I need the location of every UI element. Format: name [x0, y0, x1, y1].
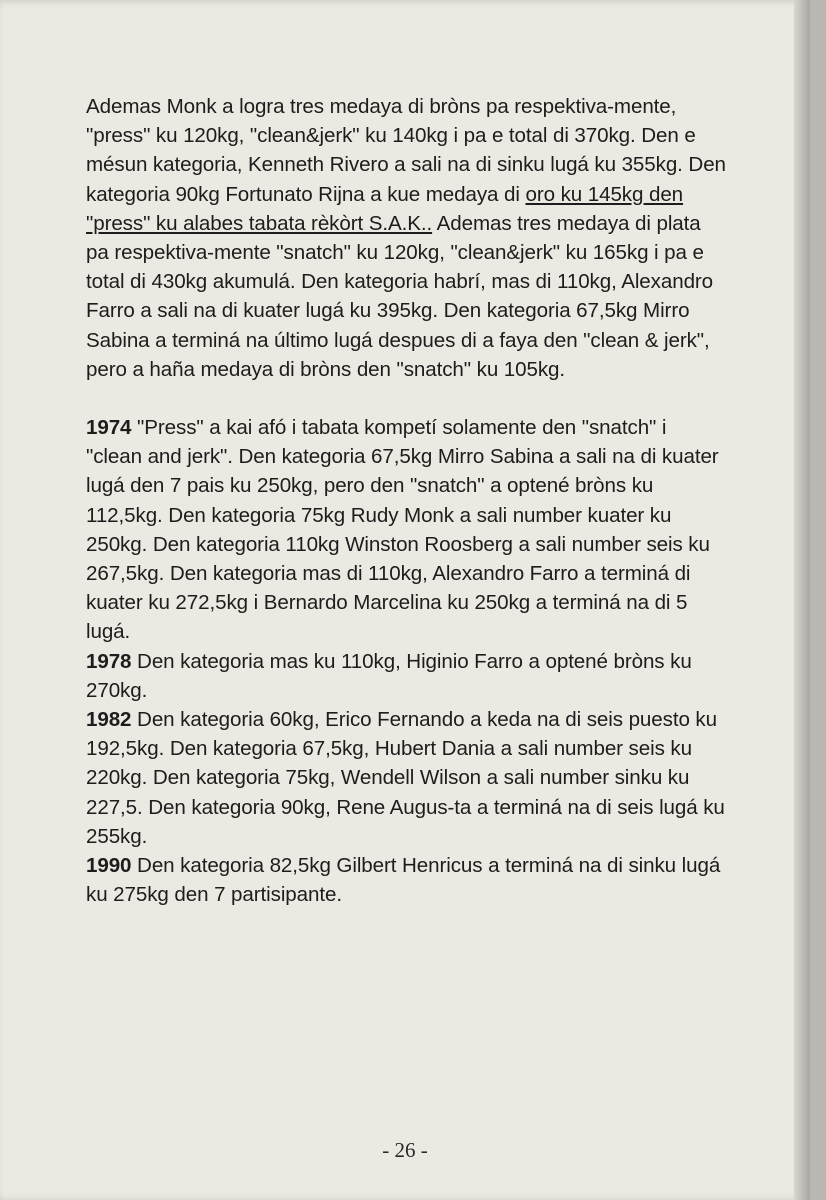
paragraph-intro [86, 92, 726, 384]
entry-1982 [86, 705, 726, 851]
paragraph-intro-part1: Ademas Monk a logra tres medaya di bròns pa respektiva-mente, "press" ku 120kg, "clean&jerk" ku 140kg i pa e total di 370kg. Den e mésun kategoria, Kenneth Rivero a sali na di sinku lugá ku 355kg. Den kategoria 90kg Fortunato Rijna a kue medaya di [86, 95, 726, 206]
entry-year: 1974 [86, 416, 132, 440]
entry-1974 [86, 413, 726, 647]
entry-year: 1978 [86, 649, 132, 673]
page-edge [794, 0, 810, 1200]
body-text [86, 92, 726, 909]
entry-text: "Press" a kai afó i tabata kompetí solamente den "snatch" i "clean and jerk". Den kategoria 67,5kg Mirro Sabina a sali na di kuater lugá den 7 pais ku 250kg, pero den "snatch" a optené bròns ku 112,5kg. Den kategoria 75kg Rudy Monk a sali number kuater ku 250kg. Den kategoria 110kg Winston Roosberg a sali number seis ku 267,5kg. Den kategoria mas di 110kg, Alexandro Farro a terminá di kuater ku 272,5kg i Bernardo Marcelina ku 250kg a terminá na di 5 lugá. [86, 416, 719, 644]
entry-year: 1982 [86, 708, 132, 732]
entry-text: Den kategoria 82,5kg Gilbert Henricus a terminá na di sinku lugá ku 275kg den 7 partisipante. [86, 854, 721, 907]
entry-text: Den kategoria 60kg, Erico Fernando a keda na di seis puesto ku 192,5kg. Den kategoria 67,5kg, Hubert Dania a sali number seis ku 220kg. Den kategoria 75kg, Wendell Wilson a sali number sinku ku 227,5. Den kategoria 90kg, Rene Augus-ta a terminá na di seis lugá ku 255kg. [86, 708, 725, 848]
page-number: - 26 - [382, 1138, 428, 1162]
underlined-text: oro ku 145kg den "press" ku alabes tabata rèkòrt S.A.K.. [86, 182, 684, 235]
entry-1978 [86, 647, 726, 705]
entry-1990 [86, 851, 726, 909]
entry-text: Den kategoria mas ku 110kg, Higinio Farro a optené bròns ku 270kg. [86, 649, 692, 702]
paragraph-gap [86, 384, 726, 413]
paragraph-intro-part2: Ademas tres medaya di plata pa respektiva-mente "snatch" ku 120kg, "clean&jerk" ku 165kg i pa e total di 430kg akumulá. Den kategoria habrí, mas di 110kg, Alexandro Farro a sali na di kuater lugá ku 395kg. Den kategoria 67,5kg Mirro Sabina a terminá na último lugá despues di a faya den "clean & jerk", pero a haña medaya di bròns den "snatch" ku 105kg. [86, 211, 714, 381]
entry-year: 1990 [86, 854, 132, 878]
